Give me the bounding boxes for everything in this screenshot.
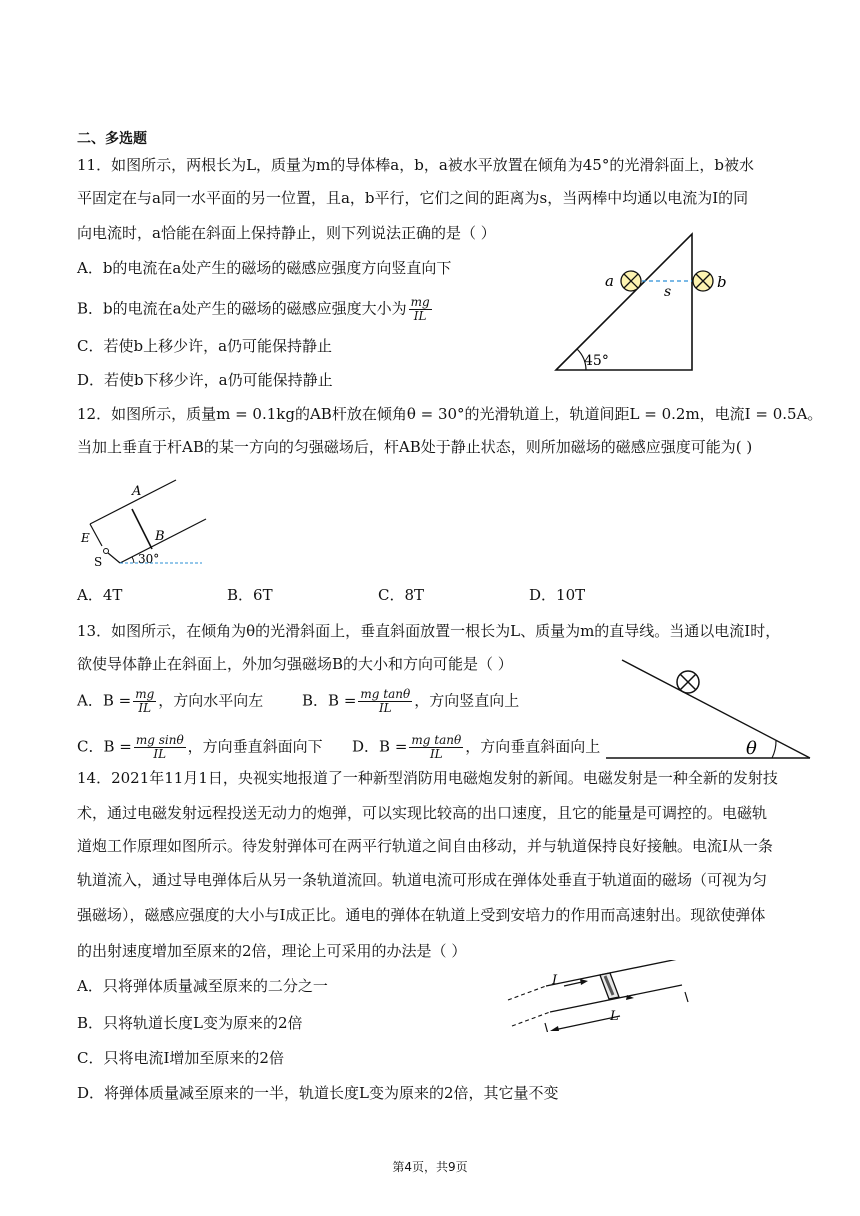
fraction-denominator: IL xyxy=(153,747,167,761)
label-A: A xyxy=(132,484,142,499)
q11-incline-figure xyxy=(548,228,748,374)
rail-bottom-dashed xyxy=(512,1012,550,1026)
angle-arc xyxy=(132,557,134,563)
q13-option-b xyxy=(302,688,519,715)
q13-incline-figure xyxy=(604,656,814,762)
q14-option-c: C．只将电流I增加至原来的2倍 xyxy=(77,1049,284,1067)
q13-line2: 欲使导体静止在斜面上，外加匀强磁场B的大小和方向可能是（ ） xyxy=(77,655,513,673)
q14-line6: 的出射速度增加至原来的2倍，理论上可采用的办法是（ ） xyxy=(77,942,467,960)
length-tick-right xyxy=(685,992,688,1002)
switch-lever xyxy=(108,553,120,563)
q14-line2: 术，通过电磁发射远程投送无动力的炮弹，可以实现比较高的出口速度，且它的能量是可调控的。电磁轨 xyxy=(77,804,768,822)
label-a: a xyxy=(605,272,614,290)
switch-icon xyxy=(104,549,109,554)
q11-option-a: A．b的电流在a处产生的磁场的磁感应强度方向竖直向下 xyxy=(77,259,452,277)
fraction-denominator: IL xyxy=(429,747,443,761)
current-arrow-in-head xyxy=(580,979,588,985)
q13-option-d-prefix: D．B = xyxy=(352,737,408,756)
fraction-numerator: mg xyxy=(135,687,155,701)
angle-label: 45° xyxy=(584,353,609,369)
rod-b-icon xyxy=(693,271,713,291)
q11-option-b xyxy=(77,296,434,323)
label-L: L xyxy=(610,1009,619,1024)
q13-option-d-fraction xyxy=(409,734,463,761)
q13-option-c-suffix: ，方向垂直斜面向下 xyxy=(187,737,323,756)
q13-option-d xyxy=(352,734,600,761)
page-footer: 第4页，共9页 xyxy=(392,1160,468,1174)
label-b: b xyxy=(717,273,727,291)
q13-option-b-suffix: ，方向竖直向上 xyxy=(414,691,520,710)
q11-option-d: D．若使b下移少许，a仍可能保持静止 xyxy=(77,371,333,389)
q12-rail-figure xyxy=(80,478,210,570)
q14-option-a: A．只将弹体质量减至原来的二分之一 xyxy=(77,977,328,995)
q14-option-b: B．只将轨道长度L变为原来的2倍 xyxy=(77,1014,303,1032)
label-E: E xyxy=(81,531,90,545)
q11-line2: 平固定在与a同一水平面的另一位置，且a，b平行，它们之间的距离为s，当两棒中均通以电流为I的同 xyxy=(77,189,749,207)
q13-option-a-suffix: ，方向水平向左 xyxy=(158,691,264,710)
fraction-numerator: mg tanθ xyxy=(360,687,411,701)
q14-line4: 轨道流入，通过导电弹体后从另一条轨道流回。轨道电流可形成在弹体处垂直于轨道面的磁场（可视为匀 xyxy=(77,871,768,889)
q13-option-d-suffix: ，方向垂直斜面向上 xyxy=(465,737,601,756)
q13-option-b-prefix: B．B = xyxy=(302,691,357,710)
battery-wire xyxy=(90,524,102,546)
fraction-numerator: mg sinθ xyxy=(135,733,184,747)
q13-option-a-fraction xyxy=(133,688,156,715)
label-I: I xyxy=(552,973,558,988)
q14-line5: 强磁场），磁感应强度的大小与I成正比。通电的弹体在轨道上受到安培力的作用而高速射出。现欲使弹体 xyxy=(77,906,766,924)
angle-label: θ xyxy=(746,738,757,759)
q13-option-b-fraction xyxy=(358,688,412,715)
q13-line1: 13．如图所示，在倾角为θ的光滑斜面上，垂直斜面放置一根长为L、质量为m的直导线。当通以电流I时， xyxy=(77,622,781,640)
q13-option-c-prefix: C．B = xyxy=(77,737,132,756)
q12-option-b: B．6T xyxy=(227,586,273,604)
q12-option-c: C．8T xyxy=(378,586,425,604)
rod-ab xyxy=(132,509,152,549)
rail-top-dashed xyxy=(508,986,546,1000)
label-S: S xyxy=(94,555,103,569)
q13-option-a-prefix: A．B = xyxy=(77,691,132,710)
label-B: B xyxy=(155,529,165,544)
q11-option-b-text: B．b的电流在a处产生的磁场的磁感应强度大小为 xyxy=(77,299,407,318)
q12-line2: 当加上垂直于杆AB的某一方向的匀强磁场后，杆AB处于静止状态，则所加磁场的磁感应强度可能为( ) xyxy=(77,438,753,456)
q11-option-c: C．若使b上移少许，a仍可能保持静止 xyxy=(77,337,333,355)
fraction-denominator: IL xyxy=(378,701,392,715)
angle-arc xyxy=(772,740,776,758)
length-tick-left xyxy=(545,1023,548,1032)
q13-option-c xyxy=(77,734,323,761)
wire-into-page-icon xyxy=(677,671,699,693)
q14-option-d: D．将弹体质量减至原来的一半，轨道长度L变为原来的2倍，其它量不变 xyxy=(77,1084,559,1102)
q13-option-c-fraction xyxy=(134,734,186,761)
fraction-denominator: IL xyxy=(138,701,152,715)
rod-a-icon xyxy=(621,271,641,291)
incline-triangle xyxy=(556,234,692,370)
length-arrow-head xyxy=(550,1026,559,1031)
q12-line1: 12．如图所示，质量m = 0.1kg的AB杆放在倾角θ = 30°的光滑轨道上，轨道间距L = 0.2m，电流I = 0.5A。 xyxy=(77,405,823,423)
q11-option-b-fraction xyxy=(409,296,432,323)
angle-label: 30° xyxy=(138,552,160,566)
fraction-denominator: IL xyxy=(413,309,427,323)
q11-line3: 向电流时，a恰能在斜面上保持静止，则下列说法正确的是（ ） xyxy=(77,224,496,242)
q13-option-a xyxy=(77,688,263,715)
q12-option-d: D．10T xyxy=(529,586,586,604)
q14-line3: 道炮工作原理如图所示。待发射弹体可在两平行轨道之间自由移动，并与轨道保持良好接触。电流I从一条 xyxy=(77,837,773,855)
q14-railgun-figure xyxy=(502,960,692,1032)
q12-option-a: A．4T xyxy=(77,586,123,604)
incline-slope xyxy=(622,660,810,758)
section-title: 二、多选题 xyxy=(77,131,147,147)
current-arrow-in xyxy=(564,982,582,986)
fraction-numerator: mg xyxy=(410,295,430,309)
label-s: s xyxy=(664,284,672,300)
q14-line1: 14．2021年11月1日，央视实地报道了一种新型消防用电磁炮发射的新闻。电磁发射是一种全新的发射技 xyxy=(77,769,778,787)
fraction-numerator: mg tanθ xyxy=(411,733,462,747)
q11-line1: 11．如图所示，两根长为L，质量为m的导体棒a，b，a被水平放置在倾角为45°的光滑斜面上，b被水 xyxy=(77,156,754,174)
